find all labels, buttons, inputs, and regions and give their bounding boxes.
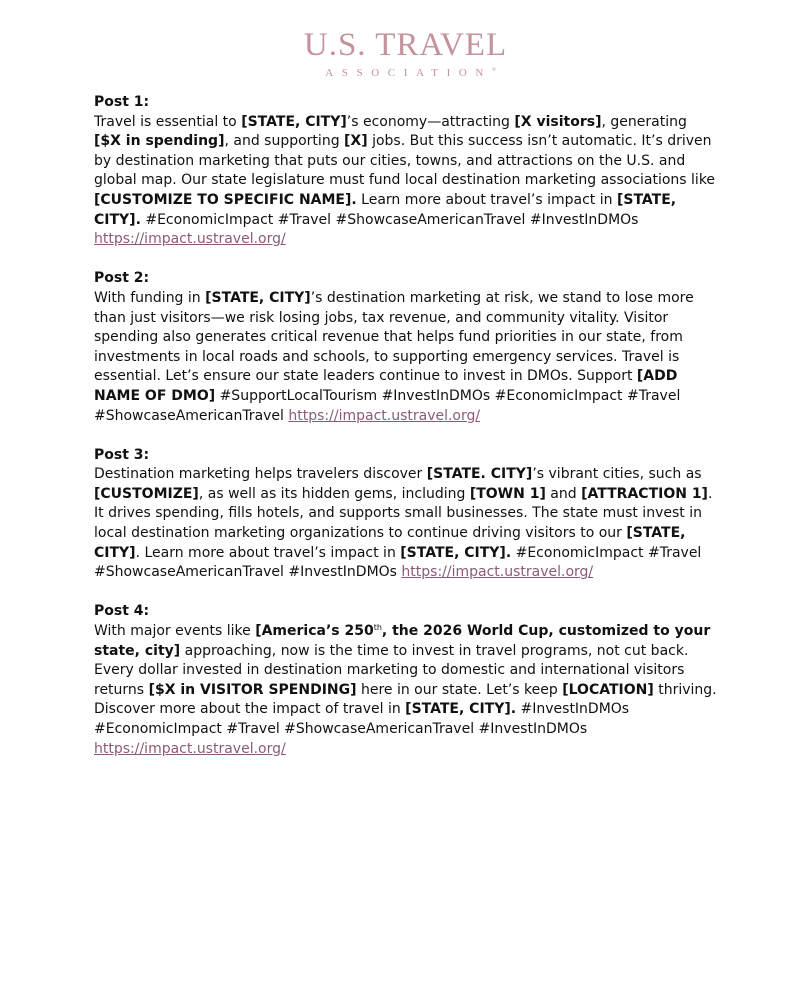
placeholder-text: [$X in VISITOR SPENDING] (148, 681, 357, 698)
document-body (94, 93, 718, 779)
impact-link[interactable]: https://impact.ustravel.org/ (401, 564, 594, 581)
placeholder-text: [CUSTOMIZE] (94, 485, 199, 502)
logo-wordmark: U.S. TRAVEL (303, 27, 508, 63)
post-4 (94, 602, 718, 759)
text-segment: jobs. But this success isn’t automatic. It’s driven by destination marketing that puts our cities, towns, and attractions on the U.S. and global map. Our state legislature must fund local destination marketing associations like (94, 133, 716, 189)
post-3 (94, 446, 718, 583)
post-body (94, 622, 718, 759)
text-segment: . Learn more about travel’s impact in (135, 544, 401, 561)
placeholder-text: [X] (344, 133, 368, 150)
hashtags: #SupportLocalTourism #InvestInDMOs #EconomicImpact #Travel #ShowcaseAmericanTravel (94, 387, 681, 424)
text-segment: . It drives spending, fills hotels, and supports small businesses. The state must invest in local destination marketing organizations to continue driving visitors to our (94, 485, 713, 542)
text-segment: With major events like (94, 623, 256, 640)
text-segment: , and supporting (224, 133, 345, 150)
text-segment: ’s economy—attracting (346, 113, 515, 130)
placeholder-text: [LOCATION] (562, 681, 654, 698)
text-segment: ’s vibrant cities, such as (532, 466, 702, 483)
post-heading: Post 4: (94, 603, 150, 620)
placeholder-text: [STATE, CITY]. (94, 191, 677, 228)
placeholder-text: [ATTRACTION 1] (581, 485, 708, 502)
text-segment: thriving. Discover more about the impact of travel in (94, 681, 717, 718)
text-segment: here in our state. Let’s keep (356, 681, 563, 698)
text-segment: Learn more about travel’s impact in (356, 191, 617, 208)
placeholder-text: [STATE, CITY]. (400, 544, 512, 561)
text-segment: ’s destination marketing at risk, we stand to lose more than just visitors—we risk losing jobs, tax revenue, and community vitality. Visitor spending also generates critical revenue that helps fund priorities in our state, from investments in local roads and schools, to supporting emergency services. Travel is essential. Let’s ensure our state leaders continue to invest in DMOs. Support (94, 289, 694, 385)
impact-link[interactable]: https://impact.ustravel.org/ (94, 231, 286, 248)
post-body (94, 289, 718, 426)
ordinal-suffix: th (373, 623, 382, 633)
post-body (94, 465, 718, 583)
placeholder-text: [TOWN 1] (469, 485, 546, 502)
registered-mark: ® (491, 68, 496, 73)
placeholder-text: [X visitors] (514, 113, 602, 130)
text-segment: Destination marketing helps travelers discover (94, 466, 427, 483)
hashtags: #EconomicImpact #Travel #ShowcaseAmericanTravel #InvestInDMOs (94, 544, 702, 581)
post-2 (94, 269, 718, 426)
placeholder-text: [STATE, CITY] (94, 525, 686, 561)
placeholder-text: [STATE, CITY] (241, 113, 347, 130)
placeholder-text: [$X in spending] (94, 133, 225, 150)
placeholder-text: , the 2026 World Cup, customized to your state, city] (94, 623, 711, 659)
post-body (94, 113, 718, 250)
impact-link[interactable]: https://impact.ustravel.org/ (94, 740, 286, 757)
text-segment: With funding in (94, 289, 206, 306)
post-heading: Post 1: (94, 94, 150, 110)
post-heading: Post 2: (94, 270, 150, 287)
text-segment: and (545, 485, 582, 502)
text-segment: , generating (601, 113, 687, 130)
placeholder-text: [STATE. CITY] (426, 466, 533, 483)
hashtags: #EconomicImpact #Travel #ShowcaseAmericanTravel #InvestInDMOs (140, 211, 639, 228)
logo-sub-text: ASSOCIATION (325, 67, 492, 79)
placeholder-text: [STATE, CITY] (205, 289, 311, 306)
text-segment: , as well as its hidden gems, including (198, 485, 470, 502)
logo-association (0, 65, 811, 79)
placeholder-text: [STATE, CITY]. (405, 701, 517, 718)
post-1 (94, 93, 718, 250)
impact-link[interactable]: https://impact.ustravel.org/ (288, 407, 481, 424)
post-heading: Post 3: (94, 446, 150, 463)
text-segment: Travel is essential to (94, 113, 242, 130)
placeholder-text: [ADD NAME OF DMO] (94, 368, 678, 404)
us-travel-logo (0, 28, 811, 79)
placeholder-text: [America’s 250 (255, 623, 374, 640)
hashtags: #InvestInDMOs #EconomicImpact #Travel #ShowcaseAmericanTravel #InvestInDMOs (94, 701, 630, 737)
placeholder-text: [CUSTOMIZE TO SPECIFIC NAME]. (94, 191, 357, 208)
text-segment: approaching, now is the time to invest in travel programs, not cut back. Every dollar invested in destination marketing to domestic and international visitors returns (94, 642, 689, 698)
